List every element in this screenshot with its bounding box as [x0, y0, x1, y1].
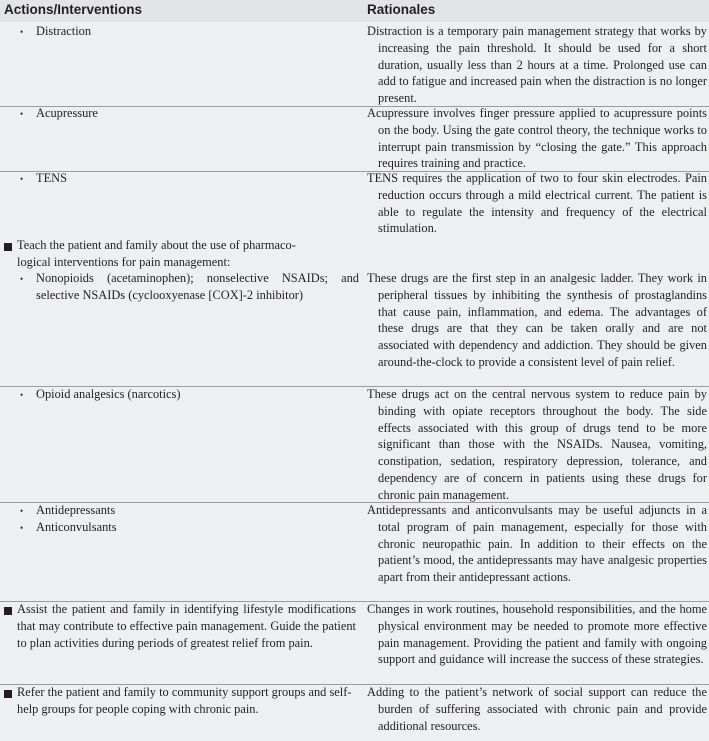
rationale-assist: Changes in work routines, household responsibilities, and the home physical environment may be needed to promote more effective pain management. Providing the patient and family with ongoing support and guidance will increase the success of these strategies. — [367, 602, 707, 667]
bullet-icon: • — [20, 174, 24, 184]
actions-column-header: Actions/Interventions — [4, 2, 143, 17]
rationale-acupressure: Acupressure involves finger pressure applied to acupressure points on the body. Using the gate control theory, the technique works to interrupt pain transmission by “closing the gate.” This approach requires training and practice. — [367, 106, 707, 171]
rationale-refer: Adding to the patient’s network of social support can reduce the burden of suffering associated with chronic pain and provide additional resources. — [367, 685, 707, 733]
action-distraction: Distraction — [36, 24, 92, 38]
action-opioids: Opioid analgesics (narcotics) — [36, 387, 181, 401]
action-refer: Refer the patient and family to community support groups and self-help groups for people coping with chronic pain. — [17, 685, 352, 716]
action-assist: Assist the patient and family in identifying lifestyle modifications that may contribute to effective pain management. Guide the patient to plan activities during periods of greatest relief from pain. — [17, 602, 356, 650]
square-bullet-icon — [4, 243, 12, 251]
action-teach-line1: Teach the patient and family about the use of pharmaco- — [17, 238, 296, 252]
bullet-icon: • — [20, 523, 24, 533]
action-tens: TENS — [36, 171, 67, 185]
action-teach-line2: logical interventions for pain management: — [17, 255, 231, 269]
rationale-tens: TENS requires the application of two to four skin electrodes. Pain reduction occurs through a mild electrical current. The patient is able to regulate the intensity and frequency of the electrical stimulation. — [367, 171, 707, 236]
action-antidepressants: Antidepressants — [36, 503, 116, 517]
rationales-column-header: Rationales — [367, 2, 436, 17]
bullet-icon: • — [20, 274, 24, 284]
rationale-distraction: Distraction is a temporary pain management strategy that works by increasing the pain threshold. It should be used for a short duration, usually less than 2 hours at a time. Prolonged use can add to fatigue and increased pain when the distraction is no longer present. — [367, 24, 707, 106]
rationale-opioids: These drugs act on the central nervous system to reduce pain by binding with opiate receptors throughout the body. The side effects associated with this group of drugs tend to be more significant than those with the NSAIDs. Nausea, vomiting, constipation, sedation, respiratory depression, tolerance, and dependency are of concern in patients using these drugs for chronic pain management. — [367, 387, 707, 502]
bullet-icon: • — [20, 109, 24, 119]
bullet-icon: • — [20, 390, 24, 400]
square-bullet-icon — [4, 690, 12, 698]
rationale-nonopioids: These drugs are the first step in an analgesic ladder. They work in peripheral tissues by inhibiting the synthesis of prostaglandins that cause pain, inflammation, and edema. The advantages of these drugs are that they can be taken orally and are not associated with dependency and addiction. They should be given around-the-clock to provide a consistent level of pain relief. — [367, 271, 707, 369]
action-nonopioids: Nonopioids (acetaminophen); nonselective NSAIDs; and selective NSAIDs (cyclooxyenase [COX]-2 inhibitor) — [36, 271, 359, 302]
action-anticonvulsants: Anticonvulsants — [36, 520, 117, 534]
table-header — [0, 0, 709, 22]
square-bullet-icon — [4, 607, 12, 615]
action-acupressure: Acupressure — [36, 106, 98, 120]
bullet-icon: • — [20, 506, 24, 516]
rationale-antidepressants: Antidepressants and anticonvulsants may be useful adjuncts in a total program of pain management, especially for those with chronic neuropathic pain. In addition to their effects on the patient’s mood, the antidepressants may have analgesic properties apart from their antidepressant actions. — [367, 503, 707, 585]
bullet-icon: • — [20, 27, 24, 37]
